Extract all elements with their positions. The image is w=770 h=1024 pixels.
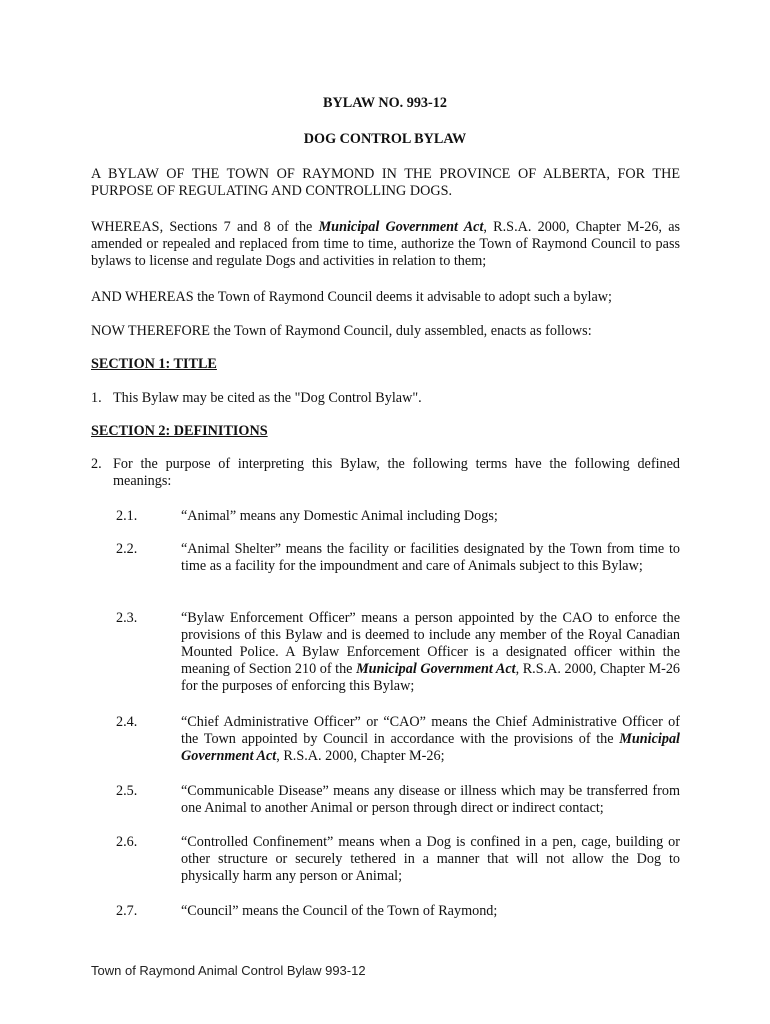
section-1-item <box>91 390 680 407</box>
item-text: This Bylaw may be cited as the "Dog Control Bylaw". <box>113 390 422 406</box>
definition-number: 2.4. <box>116 714 138 730</box>
bylaw-number: BYLAW NO. 993-12 <box>323 95 447 111</box>
definition-number: 2.1. <box>116 508 138 524</box>
section-1-heading: SECTION 1: TITLE <box>91 356 217 372</box>
whereas-text-end: , R.S.A. 2000, Chapter M-26, as amended or repealed and replaced from time to time, authorize the Town of Raymond Council to pass bylaws to license and regulate Dogs and activities in relation to them; <box>91 219 681 269</box>
act-name: Municipal Government Act <box>181 731 680 764</box>
definition-2-2 <box>116 541 680 575</box>
definition-number: 2.7. <box>116 903 138 919</box>
purpose-statement: A BYLAW OF THE TOWN OF RAYMOND IN THE PROVINCE OF ALBERTA, FOR THE PURPOSE OF REGULATING AND CONTROLLING DOGS. <box>91 166 680 199</box>
definition-text-start: “Chief Administrative Officer” or “CAO” means the Chief Administrative Officer of the Town appointed by Council in accordance with the provisions of the <box>181 714 680 747</box>
item-text: For the purpose of interpreting this Bylaw, the following terms have the following defined meanings: <box>113 456 680 489</box>
item-number: 2. <box>91 456 102 472</box>
definition-text-start: “Bylaw Enforcement Officer” means a person appointed by the CAO to enforce the provisions of this Bylaw and is deemed to include any member of the Royal Canadian Mounted Police. A Bylaw Enforcement Officer is a designated officer within the meaning of Section 210 of the <box>181 610 680 677</box>
definition-2-3 <box>116 610 680 695</box>
definition-2-5 <box>116 783 680 817</box>
whereas-paragraph <box>91 219 680 270</box>
definition-number: 2.2. <box>116 541 138 557</box>
whereas-text-start: WHEREAS, Sections 7 and 8 of the <box>91 219 319 235</box>
definition-number: 2.3. <box>116 610 138 626</box>
and-whereas-paragraph: AND WHEREAS the Town of Raymond Council deems it advisable to adopt such a bylaw; <box>91 289 612 305</box>
bylaw-title: DOG CONTROL BYLAW <box>303 131 467 147</box>
definition-number: 2.5. <box>116 783 138 799</box>
definition-text: “Controlled Confinement” means when a Dog is confined in a pen, cage, building or other structure or securely tethered in a manner that will not allow the Dog to physically harm any person or Animal; <box>181 834 680 884</box>
act-name: Municipal Government Act <box>318 219 484 235</box>
definition-text-end: , R.S.A. 2000, Chapter M-26 for the purposes of enforcing this Bylaw; <box>181 661 681 694</box>
definition-text <box>181 714 680 765</box>
section-2-item <box>91 456 680 490</box>
section-2-heading: SECTION 2: DEFINITIONS <box>91 423 268 439</box>
page-footer: Town of Raymond Animal Control Bylaw 993-12 <box>91 963 366 978</box>
definition-text: “Animal Shelter” means the facility or facilities designated by the Town from time to time as a facility for the impoundment and care of Animals subject to this Bylaw; <box>181 541 680 574</box>
now-therefore-paragraph: NOW THEREFORE the Town of Raymond Council, duly assembled, enacts as follows: <box>91 323 592 339</box>
definition-2-4 <box>116 714 680 765</box>
definition-2-1 <box>116 508 680 525</box>
act-name: Municipal Government Act <box>356 661 516 677</box>
definition-text: “Animal” means any Domestic Animal including Dogs; <box>181 508 498 524</box>
definition-text-end: , R.S.A. 2000, Chapter M-26; <box>276 748 445 764</box>
definition-text: “Communicable Disease” means any disease or illness which may be transferred from one Animal to another Animal or person through direct or indirect contact; <box>181 783 680 816</box>
definition-2-6 <box>116 834 680 885</box>
definition-text <box>181 610 680 695</box>
item-number: 1. <box>91 390 102 406</box>
definition-number: 2.6. <box>116 834 138 850</box>
definition-2-7 <box>116 903 680 920</box>
definition-text: “Council” means the Council of the Town of Raymond; <box>181 903 498 919</box>
